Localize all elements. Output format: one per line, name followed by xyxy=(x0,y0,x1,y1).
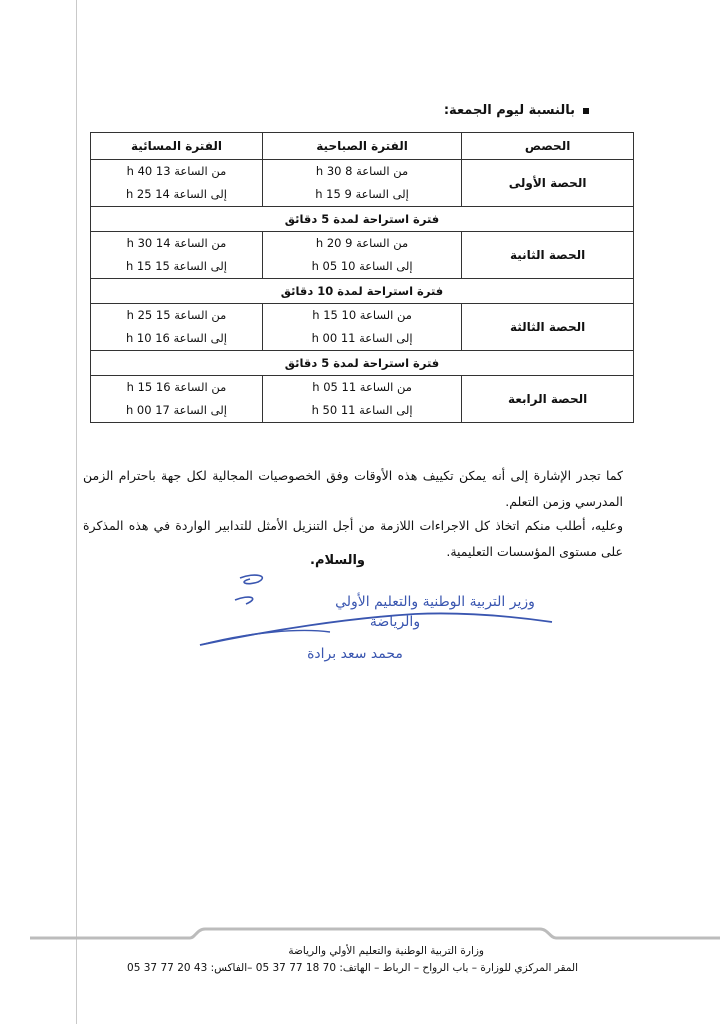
section-heading xyxy=(444,103,589,118)
evening-to: إلى الساعة 17 h 00 xyxy=(91,399,263,423)
evening-from: من الساعة 14 h 30 xyxy=(91,232,263,256)
evening-to: إلى الساعة 15 h 15 xyxy=(91,255,263,279)
header-sessions: الحصص xyxy=(462,133,634,160)
footer-ministry: وزارة التربية الوطنية والتعليم الأولي والرياضة xyxy=(288,945,484,957)
section-heading-text: بالنسبة ليوم الجمعة: xyxy=(443,103,575,118)
table-row xyxy=(91,376,634,400)
left-margin-rule xyxy=(76,0,77,1024)
morning-to: إلى الساعة 11 h 50 xyxy=(262,399,461,423)
session-label: الحصة الثانية xyxy=(462,232,634,279)
break-label: فترة استراحة لمدة 10 دقائق xyxy=(91,279,634,304)
evening-to: إلى الساعة 14 h 25 xyxy=(91,183,263,207)
header-evening: الفترة المسائية xyxy=(91,133,263,160)
table-row xyxy=(91,304,634,328)
signature-title-line1: وزير التربية الوطنية والتعليم الأولي xyxy=(335,594,535,610)
footer-address: المقر المركزي للوزارة – باب الرواح – الرباط – الهاتف: 70 18 77 37 05 –الفاكس: 43 20 77 37 05 xyxy=(127,962,578,974)
signature-loop xyxy=(235,597,253,604)
break-label: فترة استراحة لمدة 5 دقائق xyxy=(91,207,634,232)
session-label: الحصة الأولى xyxy=(462,160,634,207)
table-header-row xyxy=(91,133,634,160)
morning-to: إلى الساعة 11 h 00 xyxy=(262,327,461,351)
morning-from: من الساعة 11 h 05 xyxy=(262,376,461,400)
morning-from: من الساعة 10 h 15 xyxy=(262,304,461,328)
schedule-table xyxy=(90,132,634,423)
table-row xyxy=(91,232,634,256)
session-label: الحصة الرابعة xyxy=(462,376,634,423)
signature-flourish-top xyxy=(240,575,262,584)
header-morning: الفترة الصباحية xyxy=(262,133,461,160)
signature-sweep-lower xyxy=(200,631,330,645)
break-row xyxy=(91,351,634,376)
morning-to: إلى الساعة 10 h 05 xyxy=(262,255,461,279)
evening-from: من الساعة 15 h 25 xyxy=(91,304,263,328)
morning-to: إلى الساعة 9 h 15 xyxy=(262,183,461,207)
signature-title-line2: والرياضة xyxy=(369,614,421,630)
signature-block xyxy=(180,570,560,665)
evening-from: من الساعة 16 h 15 xyxy=(91,376,263,400)
morning-from: من الساعة 9 h 20 xyxy=(262,232,461,256)
break-label: فترة استراحة لمدة 5 دقائق xyxy=(91,351,634,376)
closing-salutation: والسلام. xyxy=(310,553,365,568)
break-row xyxy=(91,279,634,304)
paragraph-adaptation-note: كما تجدر الإشارة إلى أنه يمكن تكييف هذه الأوقات وفق الخصوصيات المجالية لكل جهة باحترام الزمن المدرسي وزمن التعلم. xyxy=(83,467,623,509)
footer-rule xyxy=(0,926,724,946)
session-label: الحصة الثالثة xyxy=(462,304,634,351)
paragraph-instructions: وعليه، أطلب منكم اتخاذ كل الاجراءات اللازمة من أجل التنزيل الأمثل للتدابير الواردة في هذه المذكرة على مستوى المؤسسات التعليمية. xyxy=(83,517,623,559)
evening-from: من الساعة 13 h 40 xyxy=(91,160,263,184)
morning-from: من الساعة 8 h 30 xyxy=(262,160,461,184)
break-row xyxy=(91,207,634,232)
table-row xyxy=(91,160,634,184)
bullet-icon xyxy=(583,108,589,114)
signature-name: محمد سعد برادة xyxy=(307,646,403,662)
evening-to: إلى الساعة 16 h 10 xyxy=(91,327,263,351)
